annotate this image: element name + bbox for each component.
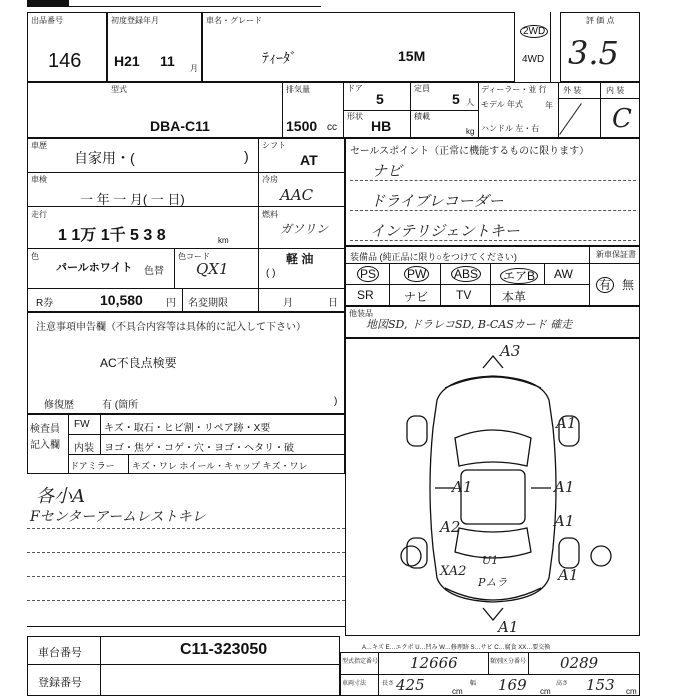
class-value: 0289 <box>560 654 599 672</box>
length-cm: cm <box>452 687 463 696</box>
grade-value: 15M <box>398 48 426 64</box>
registration-month-unit: 月 <box>190 64 198 73</box>
equip-airbag: エアB <box>500 267 538 284</box>
lot-number-value: 146 <box>48 50 82 72</box>
mark-paint: Pムラ <box>478 576 508 589</box>
registration-era-year: H21 <box>114 53 140 69</box>
handle-label: ハンドル 左・右 <box>481 124 540 133</box>
load-unit: kg <box>466 127 475 136</box>
recycle-value: 10,580 <box>100 292 143 308</box>
left-spare-circle <box>401 546 421 566</box>
mileage-digits: 1 1万 1千 5 3 8 <box>58 227 166 244</box>
front-left-wheel <box>407 416 427 446</box>
door-value: 5 <box>376 91 384 107</box>
recycle-unit: 円 <box>166 298 176 309</box>
shape-label: 形状 <box>347 112 363 121</box>
rear-right-wheel <box>559 538 579 568</box>
capacity-unit: 人 <box>466 98 474 107</box>
height-value: 153 <box>586 676 615 694</box>
width-value: 169 <box>498 676 527 694</box>
equip-navi: ナビ <box>404 290 429 304</box>
car-name-label: 車名・グレード <box>206 16 262 25</box>
equip-aw: AW <box>554 267 573 281</box>
displacement-label: 排気量 <box>286 85 310 94</box>
car-front-bumper <box>445 377 541 388</box>
dealer-label: ディーラー・並 行 <box>481 85 547 94</box>
mark-front-right: A1 <box>556 414 577 432</box>
score-value: 3.5 <box>568 34 619 72</box>
displacement-unit: cc <box>327 122 337 133</box>
right-spare-circle <box>591 546 611 566</box>
checklist-row2-tag: 内装 <box>74 443 94 454</box>
repair-label: 修復歴 <box>44 400 74 411</box>
mileage-label: 走行 <box>31 210 47 219</box>
width-label: 幅 <box>470 681 477 687</box>
car-windshield <box>455 430 531 466</box>
car-name-value: ﾃｨｰﾀﾞ <box>262 50 297 66</box>
class-label: 類別区分番号 <box>490 659 527 665</box>
chassis-label: 車台番号 <box>38 647 82 659</box>
warranty-yes: 有 <box>596 276 614 293</box>
equip-abs: ABS <box>451 267 481 281</box>
mark-right-rear-door: A1 <box>554 512 575 530</box>
repair-close: ) <box>334 396 338 407</box>
equip-ps: PS <box>357 267 379 281</box>
year-unit: 年 <box>545 101 553 110</box>
shift-value: AT <box>300 152 318 168</box>
type-cert-label: 型式指定番号 <box>342 659 379 665</box>
displacement-value: 1500 <box>286 118 318 134</box>
checklist-row3-tag: ドアミラー <box>70 461 115 471</box>
color-code-label: 色コード <box>178 252 210 261</box>
model-year-label: モデル 年式 <box>481 100 523 109</box>
handwritten-note-1: 各小A <box>36 486 85 507</box>
repair-value: 有 (箇所 <box>102 400 139 411</box>
checklist-row2-text: ヨゴ・焦ゲ・コゲ・穴・ヨゴ・ヘタリ・破 <box>104 443 294 454</box>
inspection-value: 一 年 一 月( 一 日) <box>80 192 185 207</box>
color-value: パールホワイト <box>56 262 133 274</box>
notes-line1: AC不良点検要 <box>100 356 177 370</box>
usage-label: 車歴 <box>31 141 47 150</box>
mileage-unit: km <box>218 236 229 245</box>
fuel-paren: ( ) <box>266 268 276 279</box>
interior-label: 内 装 <box>606 86 625 95</box>
length-label: 長さ <box>382 681 395 687</box>
first-registration-label: 初度登録年月 <box>111 16 159 25</box>
dims-label: 車両寸法 <box>342 681 367 687</box>
checklist-label2: 記入欄 <box>30 440 60 451</box>
mark-left-front-door: A1 <box>452 478 473 496</box>
color-label: 色 <box>31 252 39 261</box>
width-cm: cm <box>540 687 551 696</box>
ac-label: 冷房 <box>262 175 278 184</box>
fuel-value: ガソリン <box>280 222 329 236</box>
load-label: 積載 <box>414 112 430 121</box>
model-label: 型式 <box>111 85 127 94</box>
car-diagram <box>345 338 640 636</box>
mark-rear: A1 <box>498 618 519 636</box>
exterior-label: 外 装 <box>563 86 582 95</box>
equip-leather: 本革 <box>502 290 527 304</box>
mark-rear-right: A1 <box>558 566 579 584</box>
notes-title: 注意事項申告欄（不具合内容等は具体的に記入して下さい） <box>36 322 306 333</box>
inspection-label: 車検 <box>31 175 47 184</box>
expiry-month: 月 <box>283 298 293 309</box>
model-value: DBA-C11 <box>150 118 210 134</box>
drive-2wd: 2WD <box>520 26 548 37</box>
expiry-label: 名変期限 <box>188 298 228 309</box>
usage-close: ) <box>244 148 249 164</box>
checklist-row1-tag: FW <box>74 419 90 430</box>
length-value: 425 <box>396 676 425 694</box>
equip-tv: TV <box>456 288 472 302</box>
color-code-value: QX1 <box>196 260 229 278</box>
warranty-no: 無 <box>622 278 635 292</box>
registration-month: 11 <box>160 53 175 69</box>
mark-right-front-door: A1 <box>554 478 575 496</box>
sales-point-1: ナビ <box>372 162 403 180</box>
interior-grade: C <box>612 104 632 134</box>
color-change-label: 色替 <box>144 266 164 277</box>
checklist-row3-text: キズ・ワレ ホイール・キャップ キズ・ワレ <box>132 461 308 471</box>
registration-label: 登録番号 <box>38 677 82 689</box>
capacity-label: 定員 <box>414 84 430 93</box>
sales-points-title: セールスポイント（正常に機能するものに限ります） <box>350 146 590 157</box>
shift-label: シフト <box>262 141 286 150</box>
new-car-warranty-label: 新車保証書 <box>596 250 636 259</box>
equipment-title: 装備品 (純正品に限り○をつけてください) <box>350 252 517 262</box>
sales-point-2: ドライブレコーダー <box>370 192 504 210</box>
sales-point-3: インテリジェントキー <box>370 222 520 240</box>
height-label: 高さ <box>556 681 569 687</box>
light-oil-label: 軽 油 <box>286 252 314 266</box>
mark-rear-u: U1 <box>482 554 499 567</box>
type-cert-value: 12666 <box>410 654 458 672</box>
shape-value: HB <box>371 118 392 134</box>
drive-4wd: 4WD <box>522 54 545 65</box>
score-label: 評 価 点 <box>586 16 615 25</box>
checklist-row1-text: キズ・取石・ヒビ割・リペア跡・X要 <box>104 423 271 434</box>
mark-front: A3 <box>500 342 521 360</box>
other-equipment-label: 他装品 <box>349 309 373 318</box>
handwritten-note-2: Fセンターアームレストキレ <box>30 509 206 525</box>
recycle-label: R券 <box>36 298 54 309</box>
lot-number-label: 出品番号 <box>31 16 63 25</box>
fuel-label: 燃料 <box>262 210 278 219</box>
equip-pw: PW <box>404 267 429 281</box>
equip-sr: SR <box>357 288 374 302</box>
chassis-value: C11-323050 <box>180 641 268 658</box>
capacity-value: 5 <box>452 91 460 107</box>
checklist-label1: 検査員 <box>30 424 60 435</box>
mark-left-rear-door: A2 <box>440 518 461 536</box>
ac-value: AAC <box>280 186 314 204</box>
mark-rear-left: XA2 <box>440 564 467 579</box>
legend-text: A…キズ E…エクボ U…凹み W…修理跡 S…サビ C…腐食 XX…要交換 <box>362 645 551 651</box>
height-cm: cm <box>626 687 637 696</box>
expiry-day: 日 <box>328 298 338 309</box>
other-equipment-value: 地図SD, ドラレコSD, B-CASカード 確走 <box>366 318 573 331</box>
door-label: ドア <box>347 84 363 93</box>
usage-value: 自家用・( <box>74 150 135 166</box>
